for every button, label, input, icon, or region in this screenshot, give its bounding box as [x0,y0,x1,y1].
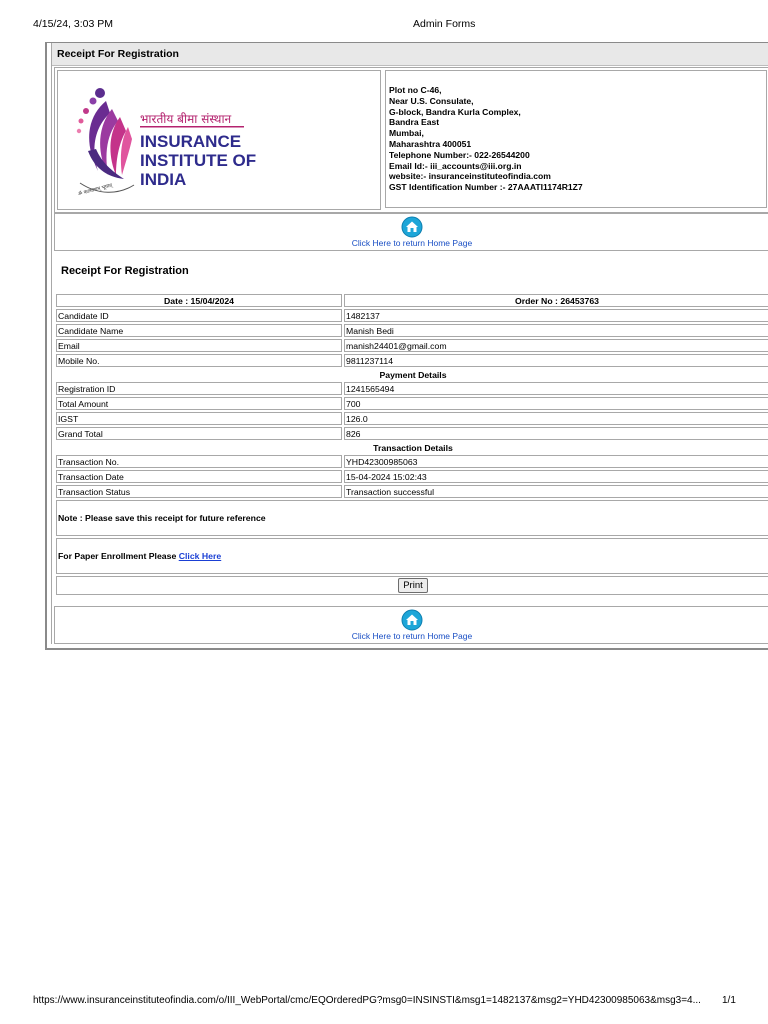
paper-enrollment-text: For Paper Enrollment Please [58,551,177,561]
print-footer [0,995,768,1009]
print-page-number: 1/1 [722,995,736,1006]
receipt-table [54,292,768,597]
table-row [56,382,768,395]
address-line: G-block, Bandra Kurla Complex, [389,106,521,117]
section-title: Receipt For Registration [61,265,189,277]
row-label: IGST [56,412,342,425]
candidate-name-value: Manish Bedi [344,324,768,337]
logo-line2: INSTITUTE OF [140,151,257,170]
table-row [56,309,768,322]
logo-hindi: भारतीय बीमा संस्थान [140,112,232,126]
row-label: Candidate Name [56,324,342,337]
mobile-value: 9811237114 [344,354,768,367]
receipt-frame [45,42,768,650]
print-timestamp: 4/15/24, 3:03 PM [33,18,113,30]
table-row [56,339,768,352]
home-icon[interactable] [401,216,423,238]
home-link[interactable]: Click Here to return Home Page [351,631,473,641]
table-row [56,500,768,536]
table-row [56,324,768,337]
logo-line1: INSURANCE [140,132,242,151]
transaction-date-value: 15-04-2024 15:02:43 [344,470,768,483]
print-cell [56,576,768,595]
row-label: Registration ID [56,382,342,395]
address-cell [385,70,767,208]
svg-text:ॐ कल्याणम् भूयात्: ॐ कल्याणम् भूयात् [77,182,113,198]
igst-value: 126.0 [344,412,768,425]
row-label: Mobile No. [56,354,342,367]
logo-cell [57,70,381,210]
table-row [56,455,768,468]
print-page-title: Admin Forms [413,18,476,30]
table-row [56,427,768,440]
payment-details-heading: Payment Details [379,369,447,380]
print-header [0,18,768,32]
row-label: Email [56,339,342,352]
print-button[interactable]: Print [398,578,428,593]
insurance-institute-logo [58,71,378,207]
paper-enrollment-link[interactable]: Click Here [178,551,222,561]
row-label: Grand Total [56,427,342,440]
website-line: website:- insuranceinstituteofindia.com [389,171,551,182]
table-row [56,369,768,380]
table-row [56,470,768,483]
home-link[interactable]: Click Here to return Home Page [351,238,473,248]
transaction-status-value: Transaction successful [344,485,768,498]
table-row [56,442,768,453]
print-url: https://www.insuranceinstituteofindia.com/o/III_WebPortal/cmc/EQOrderedPG?msg0=INSINSTI&msg1=1482137&msg2=YHD42300985063&msg3=4... [33,995,701,1006]
transaction-details-heading: Transaction Details [373,442,453,453]
table-row [56,485,768,498]
table-row [56,576,768,595]
address-line: Plot no C-46, [389,85,442,95]
table-row [56,412,768,425]
receipt-header-bar: Receipt For Registration [52,43,768,66]
home-link-row[interactable] [54,213,768,251]
gst-line: GST Identification Number :- 27AAATI1174R1Z7 [389,182,583,193]
paper-enrollment-cell [56,538,768,574]
logo-line3: INDIA [140,170,187,189]
row-label: Total Amount [56,397,342,410]
home-icon[interactable] [401,609,423,631]
email-value: manish24401@gmail.com [344,339,768,352]
note-text: Note : Please save this receipt for future reference [56,500,768,536]
address-line: Near U.S. Consulate, [389,95,474,106]
email-line: Email Id:- iii_accounts@iii.org.in [389,160,522,171]
order-no-cell: Order No : 26453763 [344,294,768,307]
row-label: Transaction Date [56,470,342,483]
address-line: Mumbai, [389,128,424,139]
registration-id-value: 1241565494 [344,382,768,395]
address-line: Maharashtra 400051 [389,138,472,149]
table-row [56,397,768,410]
address-line: Bandra East [389,117,440,128]
institute-info-table [54,67,768,213]
home-link-row-bottom[interactable] [54,606,768,644]
row-label: Candidate ID [56,309,342,322]
grand-total-value: 826 [344,427,768,440]
table-row [56,294,768,307]
date-cell: Date : 15/04/2024 [56,294,342,307]
row-label: Transaction No. [56,455,342,468]
table-row [56,354,768,367]
total-amount-value: 700 [344,397,768,410]
candidate-id-value: 1482137 [344,309,768,322]
row-label: Transaction Status [56,485,342,498]
table-row [56,538,768,574]
telephone-line: Telephone Number:- 022-26544200 [389,149,530,160]
transaction-no-value: YHD42300985063 [344,455,768,468]
